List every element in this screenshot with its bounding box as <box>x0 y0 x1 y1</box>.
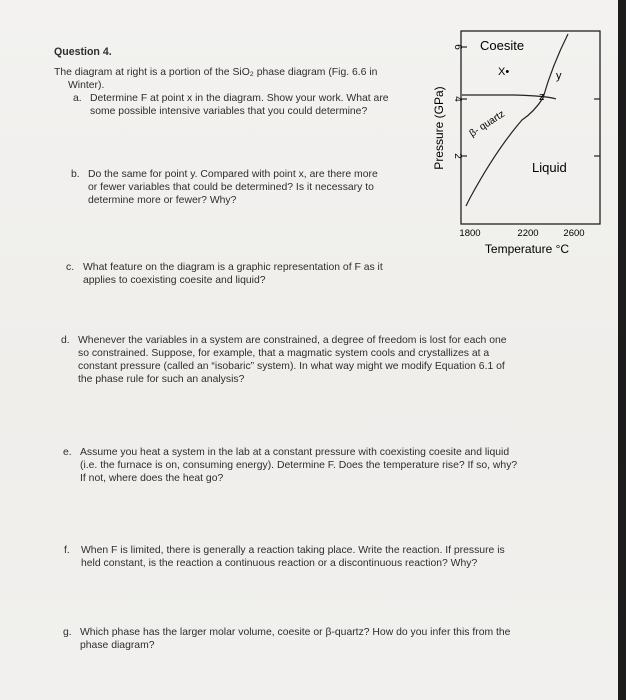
point-x-label: X• <box>498 66 510 78</box>
part-g-label: g. <box>63 627 72 638</box>
y-tick-label-2: 2 <box>452 153 463 159</box>
part-c-line-1: What feature on the diagram is a graphic representation of F as it <box>83 262 383 273</box>
part-f-line-1: When F is limited, there is generally a reaction taking place. Write the reaction. If pressure is <box>81 545 505 556</box>
x-tick-label-2200: 2200 <box>517 228 539 239</box>
part-e-label: e. <box>63 447 72 458</box>
question-title: Question 4. <box>54 46 112 58</box>
part-a-label: a. <box>73 93 82 104</box>
question-intro-line-1: The diagram at right is a portion of the SiO₂ phase diagram (Fig. 6.6 in <box>54 67 378 78</box>
question-intro-line-2: Winter). <box>68 80 105 91</box>
part-b-line-1: Do the same for point y. Compared with point x, are there more <box>88 169 378 180</box>
part-b-line-2: or fewer variables that could be determined? Is it necessary to <box>88 182 374 193</box>
part-g-line-1: Which phase has the larger molar volume, coesite or β-quartz? How do you infer this from the <box>80 627 511 638</box>
point-z-label: z <box>539 91 545 103</box>
x-axis-label: Temperature °C <box>484 242 570 256</box>
melting-curve <box>466 34 568 206</box>
part-e-line-2: (i.e. the furnace is on, consuming energy). Determine F. Does the temperature rise? If so, why? <box>80 460 518 471</box>
part-c-label: c. <box>66 262 75 273</box>
part-d-label: d. <box>61 335 70 346</box>
y-tick-label-6: 6 <box>452 44 463 50</box>
part-c-line-2: applies to coexisting coesite and liquid? <box>83 275 266 286</box>
point-y-label: y <box>556 70 562 82</box>
part-e-line-1: Assume you heat a system in the lab at a constant pressure with coexisting coesite and liquid <box>80 447 510 458</box>
phase-label-beta-quartz: β- quartz <box>467 108 507 140</box>
x-tick-label-1800: 1800 <box>459 228 481 239</box>
part-a-line-2: some possible intensive variables that you could determine? <box>90 106 368 117</box>
part-d-line-1: Whenever the variables in a system are constrained, a degree of freedom is lost for each one <box>78 335 507 346</box>
part-a-line-1: Determine F at point x in the diagram. Show your work. What are <box>90 93 389 104</box>
y-tick-label-4: 4 <box>452 96 463 102</box>
part-d-line-4: the phase rule for such an analysis? <box>78 374 245 385</box>
part-d-line-3: constant pressure (called an “isobaric” system). In what way might we modify Equation 6.1 of <box>78 361 505 372</box>
part-f-line-2: held constant, is the reaction a continuous reaction or a discontinuous reaction? Why? <box>81 558 478 569</box>
part-b-line-3: determine more or fewer? Why? <box>88 195 237 206</box>
part-d-line-2: so constrained. Suppose, for example, that a magmatic system cools and crystallizes at a <box>78 348 490 359</box>
part-f-label: f. <box>64 545 70 556</box>
y-axis-label: Pressure (GPa) <box>432 86 446 170</box>
phase-label-liquid: Liquid <box>532 160 567 175</box>
part-g-line-2: phase diagram? <box>80 640 155 651</box>
phase-label-coesite: Coesite <box>480 38 525 53</box>
part-e-line-3: If not, where does the heat go? <box>80 473 224 484</box>
part-b-label: b. <box>71 169 80 180</box>
x-tick-label-2600: 2600 <box>563 228 585 239</box>
